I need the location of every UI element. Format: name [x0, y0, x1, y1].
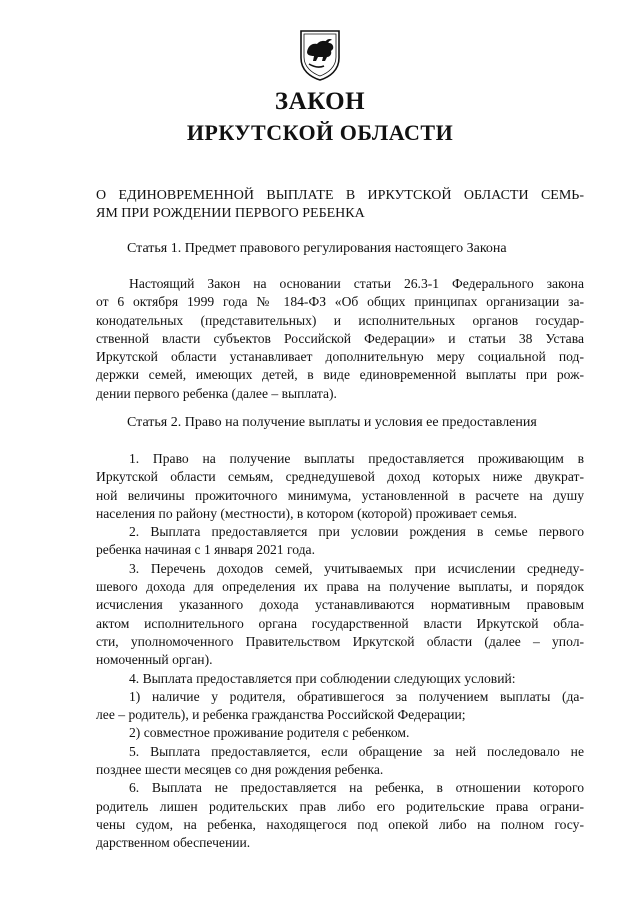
paragraph-line: населения по району (местности), в котором (которой) проживает семья.	[96, 505, 518, 521]
paragraph-line: ной величины прожиточного минимума, установленной в расчете на душу	[96, 487, 584, 503]
article-1-body	[96, 275, 584, 403]
paragraph-line: Иркутской области семьям, среднедушевой доход которых ниже двукрат-	[96, 469, 584, 485]
document-title: ЗАКОН	[274, 88, 366, 115]
paragraph-line: ственной власти субъектов Российской Федерации» и статьи 38 Устава	[96, 330, 584, 346]
paragraph-line: ребенка начиная с 1 января 2021 года.	[96, 542, 315, 558]
law-name-line: О ЕДИНОВРЕМЕННОЙ ВЫПЛАТЕ В ИРКУТСКОЙ ОБЛАСТИ СЕМЬ-	[96, 188, 584, 203]
paragraph-line: Настоящий Закон на основании статьи 26.3-1 Федерального закона	[129, 276, 584, 291]
paragraph-line: 5. Выплата предоставляется, если обращение за ней последовало не	[129, 743, 584, 759]
paragraph-line: родитель лишен родительских прав либо его родительские права ограни-	[96, 798, 584, 814]
article-1-heading: Статья 1. Предмет правового регулирования настоящего Закона	[127, 241, 507, 256]
law-name-line: ЯМ ПРИ РОЖДЕНИИ ПЕРВОГО РЕБЕНКА	[96, 206, 365, 222]
paragraph-line: 2. Выплата предоставляется при условии рождения в семье первого	[129, 524, 584, 540]
article-2-heading: Статья 2. Право на получение выплаты и условия ее предоставления	[127, 415, 537, 430]
paragraph-line: 6. Выплата не предоставляется на ребенка, в отношении которого	[129, 780, 584, 796]
paragraph-line: дарственном обеспечении.	[96, 835, 251, 851]
paragraph-line: лее – родитель), и ребенка гражданства Российской Федерации;	[96, 707, 466, 723]
paragraph-line: сти, уполномоченного Правительством Иркутской области (далее – упол-	[96, 633, 584, 649]
paragraph-line: 1) наличие у родителя, обратившегося за получением выплаты (да-	[129, 688, 584, 704]
paragraph-line: 1. Право на получение выплаты предоставляется проживающим в	[129, 451, 584, 466]
document-subtitle: ИРКУТСКОЙ ОБЛАСТИ	[186, 120, 454, 145]
paragraph-line: 2) совместное проживание родителя с ребенком.	[129, 725, 410, 741]
paragraph-line: шевого дохода для определения их права на получение выплаты, и порядок	[96, 579, 584, 595]
paragraph-line: 3. Перечень доходов семей, учитываемых при исчислении среднеду-	[129, 560, 584, 576]
paragraph-line: 4. Выплата предоставляется при соблюдении следующих условий:	[129, 670, 516, 686]
paragraph-line: конодательных (представительных) и исполнительных органов государ-	[96, 312, 584, 328]
coat-of-arms-icon	[298, 28, 342, 82]
paragraph-line: дении первого ребенка (далее – выплата).	[96, 385, 337, 401]
paragraph-line: от 6 октября 1999 года № 184-ФЗ «Об общих принципах организации за-	[96, 294, 584, 310]
paragraph-line: Иркутской области устанавливает дополнительную меру социальной под-	[96, 349, 584, 365]
paragraph-line: чены судом, на ребенка, находящегося под опекой либо на полном госу-	[96, 816, 584, 832]
paragraph-line: исчисления указанного дохода устанавливаются нормативным правовым	[96, 597, 584, 613]
paragraph-line: позднее шести месяцев со дня рождения ребенка.	[96, 762, 384, 778]
law-name	[96, 187, 584, 224]
paragraph-line: держки семей, имеющих детей, в виде единовременной выплаты при рож-	[96, 367, 584, 383]
paragraph-line: номоченный орган).	[96, 652, 213, 668]
article-2-body	[96, 450, 584, 853]
paragraph-line: актом исполнительного органа государственной власти Иркутской обла-	[96, 615, 584, 631]
